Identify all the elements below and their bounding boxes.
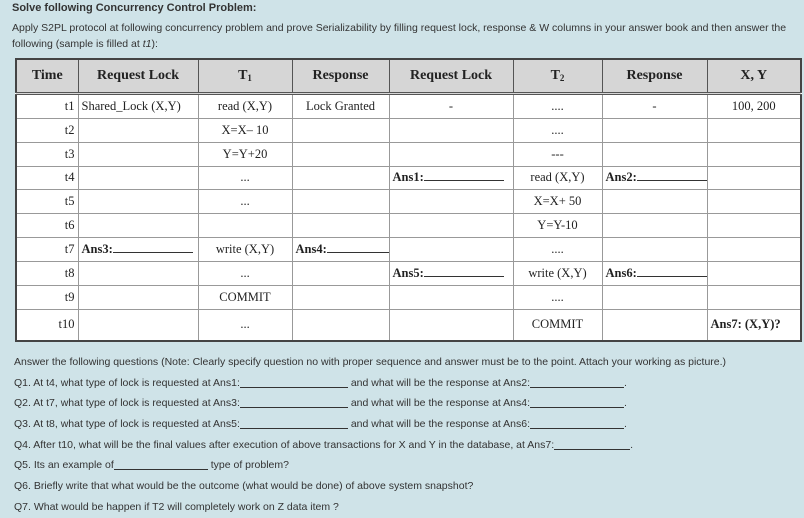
answer-blank: [530, 417, 624, 429]
cell-xy: [707, 238, 801, 262]
cell-xy: [707, 214, 801, 238]
cell-response-t2: [602, 214, 707, 238]
question-q1: [14, 373, 799, 394]
cell-xy: [707, 285, 801, 309]
cell-response-t1: [292, 190, 389, 214]
cell-request-lock-t2: [389, 166, 513, 190]
intro-sample: t1: [142, 38, 152, 50]
answer-label-ans3: Ans3:: [81, 241, 113, 256]
cell-t1: read (X,Y): [198, 94, 292, 119]
cell-time: t5: [16, 190, 78, 214]
header-time: Time: [16, 59, 78, 94]
header-xy: X, Y: [707, 59, 801, 94]
intro-body: Apply S2PL protocol at following concurrency problem and prove Serializability by filling request lock, response & W columns in your answer book and then answer the following (sample is filled at: [12, 22, 787, 50]
header-request-lock-t1: Request Lock: [78, 59, 198, 94]
cell-t2: ....: [513, 238, 602, 262]
table-row: [16, 214, 801, 238]
cell-t2: write (X,Y): [513, 261, 602, 285]
table-header-row: [16, 59, 801, 94]
question-q1-part-a: Q1. At t4, what type of lock is requested at Ans1:: [14, 376, 240, 389]
cell-time: t8: [16, 261, 78, 285]
cell-t1: Y=Y+20: [198, 142, 292, 166]
cell-request-lock-t2: [389, 238, 513, 262]
cell-request-lock-t1: [78, 190, 198, 214]
table-row: [16, 118, 801, 142]
schedule-table-container: [15, 58, 800, 342]
cell-request-lock-t1: [78, 118, 198, 142]
question-q4-text: Q4. After t10, what will be the final values after execution of above transactions for X and Y in the database, at Ans7:: [14, 438, 555, 451]
cell-t1: ...: [198, 261, 292, 285]
cell-t2: Y=Y-10: [513, 214, 602, 238]
answer-label-ans7: Ans7: (X,Y)?: [707, 309, 801, 341]
cell-request-lock-t2: [389, 214, 513, 238]
header-request-lock-t2: Request Lock: [389, 59, 513, 94]
answer-blank: [240, 417, 348, 429]
question-q1-part-b: and what will be the response at Ans2:: [350, 376, 531, 389]
period: .: [630, 438, 634, 451]
header-t2: $T_2$: [513, 59, 602, 94]
cell-xy: [707, 142, 801, 166]
question-q2-part-b: and what will be the response at Ans4:: [350, 397, 531, 410]
cell-response-t2: -: [602, 94, 707, 119]
header-t1: $T_1$: [198, 59, 292, 94]
cell-request-lock-t1: [78, 309, 198, 341]
cell-response-t1: [292, 285, 389, 309]
cell-request-lock-t1: Shared_Lock (X,Y): [78, 94, 198, 119]
cell-response-t2: [602, 309, 707, 341]
cell-response-t2: [602, 261, 707, 285]
table-row: [16, 166, 801, 190]
cell-request-lock-t2: [389, 285, 513, 309]
answer-blank: [530, 376, 624, 388]
cell-response-t1: [292, 309, 389, 341]
answer-blank: [637, 170, 707, 181]
cell-response-t1: [292, 238, 389, 262]
cell-t2: ---: [513, 142, 602, 166]
answer-blank: [530, 396, 624, 408]
answer-label-ans1: Ans1:: [392, 170, 424, 185]
intro-end: ):: [151, 38, 158, 50]
answer-blank: [240, 376, 348, 388]
question-q5-part-b: type of problem?: [210, 459, 289, 472]
cell-time: t9: [16, 285, 78, 309]
cell-request-lock-t1: [78, 285, 198, 309]
table-row: [16, 261, 801, 285]
cell-xy: [707, 261, 801, 285]
header-response-t2: Response: [602, 59, 707, 94]
table-row: [16, 309, 801, 341]
question-q2: [14, 393, 799, 414]
cell-request-lock-t2: [389, 190, 513, 214]
cell-t2: ....: [513, 285, 602, 309]
schedule-table: [15, 58, 802, 342]
period: .: [624, 376, 627, 389]
cell-request-lock-t1: [78, 261, 198, 285]
cell-response-t2: [602, 166, 707, 190]
answer-blank: [424, 170, 504, 181]
cell-t1: ...: [198, 190, 292, 214]
table-row: [16, 238, 801, 262]
cell-t1: ...: [198, 166, 292, 190]
intro-text: [12, 20, 797, 52]
question-q7: Q7. What would be happen if T2 will completely work on Z data item ?: [14, 500, 339, 513]
cell-response-t1: [292, 261, 389, 285]
cell-request-lock-t2: [389, 261, 513, 285]
cell-t2: ....: [513, 118, 602, 142]
cell-response-t2: [602, 190, 707, 214]
header-response-t1: Response: [292, 59, 389, 94]
cell-request-lock-t2: -: [389, 94, 513, 119]
cell-t1: X=X– 10: [198, 118, 292, 142]
cell-response-t1: Lock Granted: [292, 94, 389, 119]
period: .: [624, 397, 627, 410]
question-q4: [14, 435, 799, 456]
cell-request-lock-t1: [78, 214, 198, 238]
cell-time: t10: [16, 309, 78, 341]
cell-xy: [707, 166, 801, 190]
cell-t1: COMMIT: [198, 285, 292, 309]
cell-time: t7: [16, 238, 78, 262]
cell-t1: ...: [198, 309, 292, 341]
cell-t2: X=X+ 50: [513, 190, 602, 214]
cell-t1: write (X,Y): [198, 238, 292, 262]
cell-response-t2: [602, 238, 707, 262]
answer-blank: [327, 242, 389, 253]
table-row: [16, 94, 801, 119]
cell-xy: [707, 190, 801, 214]
cell-response-t2: [602, 142, 707, 166]
answer-label-ans4: Ans4:: [295, 241, 327, 256]
cell-time: t4: [16, 166, 78, 190]
cell-time: t1: [16, 94, 78, 119]
cell-request-lock-t2: [389, 118, 513, 142]
cell-response-t2: [602, 285, 707, 309]
answer-blank: [424, 266, 504, 277]
questions-note: Answer the following questions (Note: Clearly specify question no with proper sequence and answer must be to the point. Attach your working as picture.): [14, 356, 727, 368]
answer-blank: [554, 438, 630, 450]
cell-request-lock-t1: [78, 238, 198, 262]
question-q5: [14, 455, 799, 476]
question-q3: [14, 414, 799, 435]
answer-blank: [113, 242, 193, 253]
cell-t2: ....: [513, 94, 602, 119]
cell-response-t1: [292, 142, 389, 166]
cell-time: t3: [16, 142, 78, 166]
cell-request-lock-t1: [78, 142, 198, 166]
answer-blank: [240, 396, 348, 408]
question-q2-part-a: Q2. At t7, what type of lock is requested at Ans3:: [14, 397, 240, 410]
table-row: [16, 190, 801, 214]
cell-request-lock-t2: [389, 142, 513, 166]
cell-response-t1: [292, 118, 389, 142]
cell-time: t2: [16, 118, 78, 142]
cell-response-t1: [292, 214, 389, 238]
answer-label-ans6: Ans6:: [605, 265, 637, 280]
answer-label-ans2: Ans2:: [605, 170, 637, 185]
cell-response-t1: [292, 166, 389, 190]
cell-response-t2: [602, 118, 707, 142]
questions-section: [14, 352, 799, 518]
table-row: [16, 142, 801, 166]
page-title: Solve following Concurrency Control Problem:: [12, 2, 257, 14]
cell-t2: COMMIT: [513, 309, 602, 341]
cell-xy: 100, 200: [707, 94, 801, 119]
question-q6: Q6. Briefly write that what would be the outcome (what would be done) of above system snapshot?: [14, 480, 474, 493]
answer-label-ans5: Ans5:: [392, 265, 424, 280]
question-q3-part-b: and what will be the response at Ans6:: [350, 418, 531, 431]
question-q5-part-a: Q5. Its an example of: [14, 459, 114, 472]
answer-blank: [637, 266, 707, 277]
cell-xy: [707, 118, 801, 142]
cell-time: t6: [16, 214, 78, 238]
period: .: [624, 418, 627, 431]
cell-t2: read (X,Y): [513, 166, 602, 190]
cell-t1: [198, 214, 292, 238]
cell-request-lock-t1: [78, 166, 198, 190]
cell-request-lock-t2: [389, 309, 513, 341]
table-row: [16, 285, 801, 309]
answer-blank: [114, 458, 208, 470]
question-q3-part-a: Q3. At t8, what type of lock is requested at Ans5:: [14, 418, 240, 431]
